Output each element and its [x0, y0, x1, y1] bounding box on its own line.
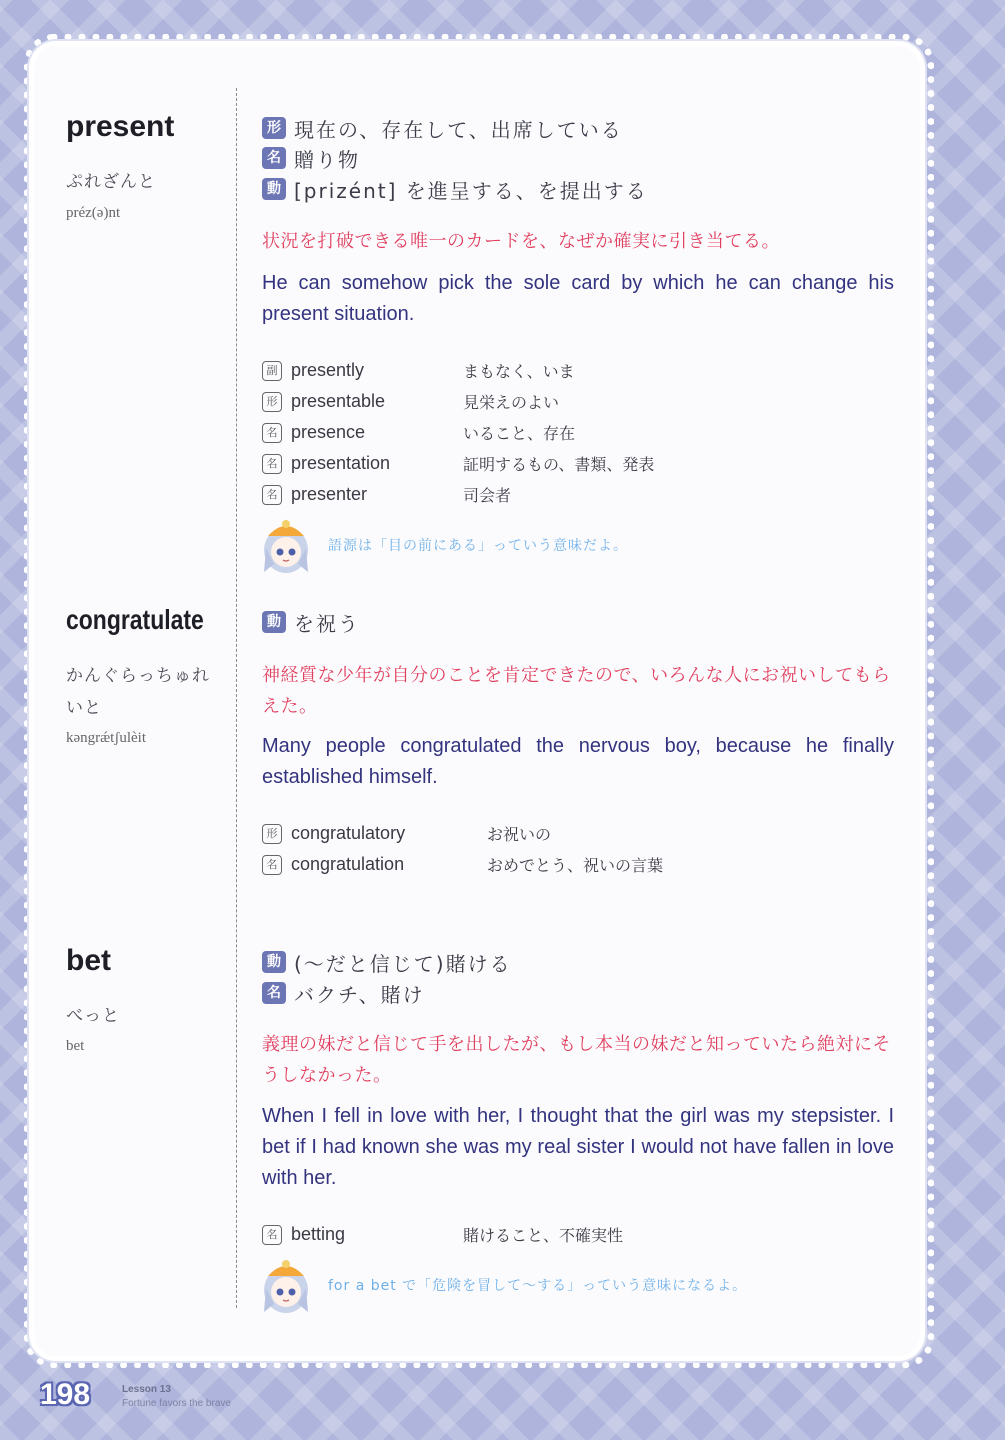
derivative-word: presentation — [291, 453, 391, 473]
reading: べっと — [66, 1006, 120, 1026]
mascot-avatar-icon — [256, 514, 316, 576]
derivative-meaning: まもなく、いま — [463, 362, 575, 381]
column-divider — [236, 88, 237, 1308]
derivative-pos-badge: 名 — [262, 485, 282, 505]
derivative-pos-badge: 名 — [262, 454, 282, 474]
pronunciation: kəngrǽtʃulèit — [66, 730, 146, 746]
pos-badge: 名 — [262, 147, 286, 169]
derivative-meaning: いること、存在 — [463, 424, 576, 443]
derivative-pos-badge: 名 — [262, 423, 282, 443]
derivative-pos-badge: 名 — [262, 1225, 282, 1245]
pos-badge: 動 — [262, 611, 286, 633]
derivative-row — [262, 479, 882, 510]
pos-badge: 動 — [262, 178, 286, 200]
derivative-meaning: お祝いの — [487, 825, 552, 844]
derivative-list — [262, 818, 882, 880]
pos-badge: 形 — [262, 117, 286, 139]
pos-text: (〜だと信じて)賭ける — [294, 951, 512, 976]
derivative-list — [262, 355, 882, 510]
example-english: When I fell in love with her, I thought that the girl was my stepsister. I bet if I had known she was my real sister I would not have fallen in love with her. — [262, 1105, 894, 1189]
derivative-meaning: 証明するもの、書類、発表 — [463, 455, 655, 474]
derivative-row — [262, 1219, 882, 1250]
mascot-note — [256, 1254, 747, 1316]
pos-badge: 動 — [262, 951, 286, 973]
mascot-note — [256, 514, 628, 576]
pos-line — [262, 608, 360, 636]
reading: かんぐらっちゅれいと — [66, 666, 210, 718]
mascot-avatar-icon — [256, 1254, 316, 1316]
derivative-meaning: 見栄えのよい — [463, 393, 560, 412]
derivative-word: presence — [291, 422, 366, 442]
pos-badge: 名 — [262, 982, 286, 1004]
note-text: 語源は「目の前にある」っていう意味だよ。 — [328, 538, 628, 554]
derivative-meaning: 司会者 — [463, 486, 512, 505]
derivative-row — [262, 818, 882, 849]
pos-text: 贈り物 — [294, 147, 360, 172]
derivative-row — [262, 355, 882, 386]
derivative-row — [262, 386, 882, 417]
derivative-row — [262, 448, 882, 479]
pos-line — [262, 948, 512, 976]
lesson-label: Lesson 13 — [122, 1384, 171, 1395]
derivative-list — [262, 1219, 882, 1250]
headword: present — [66, 110, 175, 143]
pos-text: [prizént] を進呈する、を提出する — [294, 178, 648, 203]
derivative-word: betting — [291, 1224, 346, 1244]
pos-line — [262, 175, 648, 203]
pos-line — [262, 114, 623, 142]
page-number: 198 — [40, 1378, 91, 1411]
derivative-row — [262, 849, 882, 880]
example-japanese: 状況を打破できる唯一のカードを、なぜか確実に引き当てる。 — [262, 231, 780, 252]
headword: congratulate — [66, 604, 204, 635]
reading: ぷれざんと — [66, 172, 156, 192]
example-english: He can somehow pick the sole card by which he can change his present situation. — [262, 272, 894, 325]
pronunciation: préz(ə)nt — [66, 205, 121, 221]
note-text: for a bet で「危険を冒して〜する」っていう意味になるよ。 — [328, 1278, 748, 1294]
derivative-pos-badge: 副 — [262, 361, 282, 381]
derivative-pos-badge: 形 — [262, 824, 282, 844]
derivative-pos-badge: 名 — [262, 855, 282, 875]
derivative-meaning: 賭けること、不確実性 — [463, 1226, 624, 1245]
derivative-word: presentable — [291, 391, 386, 411]
example-japanese: 神経質な少年が自分のことを肯定できたので、いろんな人にお祝いしてもらえた。 — [262, 665, 891, 717]
derivative-meaning: おめでとう、祝いの言葉 — [487, 856, 664, 875]
derivative-pos-badge: 形 — [262, 392, 282, 412]
derivative-word: presently — [291, 360, 365, 380]
pos-line — [262, 979, 425, 1007]
derivative-row — [262, 417, 882, 448]
pos-text: を祝う — [294, 611, 360, 636]
derivative-word: congratulation — [291, 854, 405, 874]
derivative-word: presenter — [291, 484, 368, 504]
lesson-subtitle: Fortune favors the brave — [122, 1398, 231, 1409]
headword: bet — [66, 944, 111, 977]
pos-text: バクチ、賭け — [294, 982, 425, 1007]
pos-line — [262, 144, 360, 172]
derivative-word: congratulatory — [291, 823, 406, 843]
pronunciation: bet — [66, 1038, 85, 1054]
pos-text: 現在の、存在して、出席している — [294, 117, 623, 142]
example-english: Many people congratulated the nervous boy, because he finally established himself. — [262, 735, 894, 788]
example-japanese: 義理の妹だと信じて手を出したが、もし本当の妹だと知っていたら絶対にそうしなかった。 — [262, 1034, 891, 1086]
